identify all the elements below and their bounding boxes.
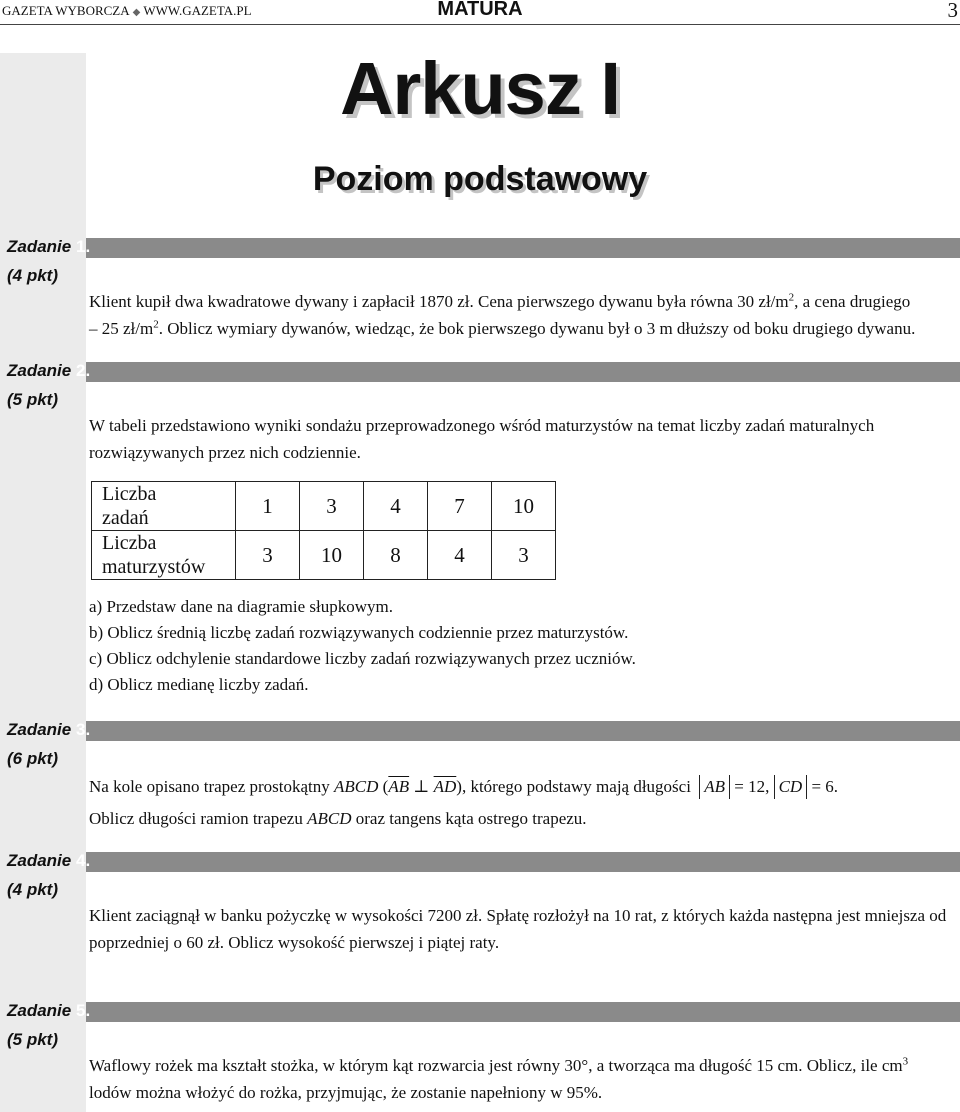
task-4-points: (4 pkt) [7,880,58,899]
subtask-b: b) Oblicz średnią liczbę zadań rozwiązywanych codziennie przez maturzystów. [89,623,629,642]
task-1-points: (4 pkt) [7,266,58,285]
text: lodów można włożyć do rożka, przyjmując, że zostanie napełniony w 95%. [89,1083,603,1102]
row-header [92,531,236,580]
subtask-c: c) Oblicz odchylenie standardowe liczby zadań rozwiązywanych przez uczniów. [89,649,636,668]
text: Liczba [102,532,157,554]
publication-name: GAZETA WYBORCZA [2,3,130,18]
row-header [92,482,236,531]
task-2-subtasks [89,594,949,698]
publication-url: WWW.GAZETA.PL [143,3,252,18]
diamond-separator-icon: ◆ [132,7,141,18]
task-word: Zadanie [7,720,72,739]
table-cell: 3 [300,482,364,531]
task-3-text [89,771,949,835]
text: Klient kupił dwa kwadratowe dywany i zapłacił 1870 zł. Cena pierwszego dywanu była równa 30 zł/m [89,292,789,311]
superscript: 2 [153,318,159,331]
text: zadań [102,507,149,529]
task-1-heading [7,237,90,257]
table-cell: 10 [492,482,556,531]
abs-ab: AB [699,775,730,799]
task-1-bar [86,238,960,258]
table-cell: 7 [428,482,492,531]
task-1-text [89,288,949,342]
table-cell: 1 [236,482,300,531]
task-number: 2. [75,361,91,380]
task-2-intro: W tabeli przedstawiono wyniki sondażu przeprowadzonego wśród maturzystów na temat liczby zadań maturalnych rozwiązywanych przez nich codziennie. [89,416,875,462]
subtask-a: a) Przedstaw dane na diagramie słupkowym. [89,597,394,616]
text: ) [456,777,462,796]
task-3-bar [86,721,960,741]
task-3-points: (6 pkt) [7,749,58,768]
margin-column [0,53,86,1112]
task-5-heading [7,1001,90,1021]
text: , a cena drugiego [794,292,911,311]
segment-ab: $\overline{AB}$ [388,777,410,796]
page-subtitle: Poziom podstawowy [312,160,648,198]
table-cell: 4 [428,531,492,580]
task-word: Zadanie [7,361,72,380]
task-number: 3. [75,720,91,739]
text: Na kole opisano trapez prostokątny [89,777,330,796]
table-row [92,531,556,580]
segment-ad: $\overline{AD}$ [433,777,457,796]
text: – 25 zł/m [89,319,154,338]
text: maturzystów [102,556,206,578]
task-5-bar [86,1002,960,1022]
text: Liczba [102,483,157,505]
task-4-bar [86,852,960,872]
section-name: MATURA [437,0,523,20]
task-5-points: (5 pkt) [7,1030,58,1049]
page-title: Arkusz I [340,47,620,130]
task-4-heading [7,851,90,871]
task-2-points: (5 pkt) [7,390,58,409]
task-word: Zadanie [7,1001,72,1020]
task-1-line-1 [89,288,949,315]
survey-table [91,481,556,580]
table-cell: 3 [492,531,556,580]
superscript: 3 [902,1055,909,1068]
table-cell: 8 [364,531,428,580]
task-3-line-2 [89,803,949,835]
table-cell: 10 [300,531,364,580]
trapezoid-name: ABCD [307,809,352,828]
trapezoid-name: ABCD [334,777,379,796]
task-3-heading [7,720,90,740]
page-number: 3 [947,0,958,22]
task-2-heading [7,361,90,381]
text: . Oblicz wymiary dywanów, wiedząc, że bok pierwszego dywanu był o 3 m dłuższy od boku drugiego dywanu. [158,319,916,338]
text: = 12, [734,777,770,796]
task-2-bar [86,362,960,382]
table-cell: 4 [364,482,428,531]
text: ( [382,777,389,796]
text: , którego podstawy mają długości [461,777,691,796]
table-row [92,482,556,531]
table-cell: 3 [236,531,300,580]
text: = 6 [811,777,834,796]
text: oraz tangens kąta ostrego trapezu. [355,809,587,828]
task-word: Zadanie [7,851,72,870]
text: . [833,777,839,796]
task-5-text [89,1052,949,1106]
task-word: Zadanie [7,237,72,256]
text: Oblicz długości ramion trapezu [89,809,303,828]
subtask-d: d) Oblicz medianę liczby zadań. [89,675,309,694]
text: Waflowy rożek ma kształt stożka, w którym kąt rozwarcia jest równy 30°, a tworząca ma długość 15 cm. Oblicz, ile cm [89,1056,903,1075]
task-number: 1. [75,237,91,256]
task-number: 4. [75,851,91,870]
abs-cd: CD [774,775,808,799]
perpendicular-icon: ⊥ [413,777,430,796]
task-5-paragraph [89,1052,949,1106]
page-header [0,0,960,25]
superscript: 2 [788,291,795,304]
task-1-line-2 [89,315,949,342]
task-number: 5. [75,1001,91,1020]
task-4-text: Klient zaciągnął w banku pożyczkę w wysokości 7200 zł. Spłatę rozłożył na 10 rat, z których każda następna jest mniejsza od poprzedniej o 60 zł. Oblicz wysokość pierwszej i piątej raty. [89,906,947,952]
task-3-line-1 [89,771,949,803]
